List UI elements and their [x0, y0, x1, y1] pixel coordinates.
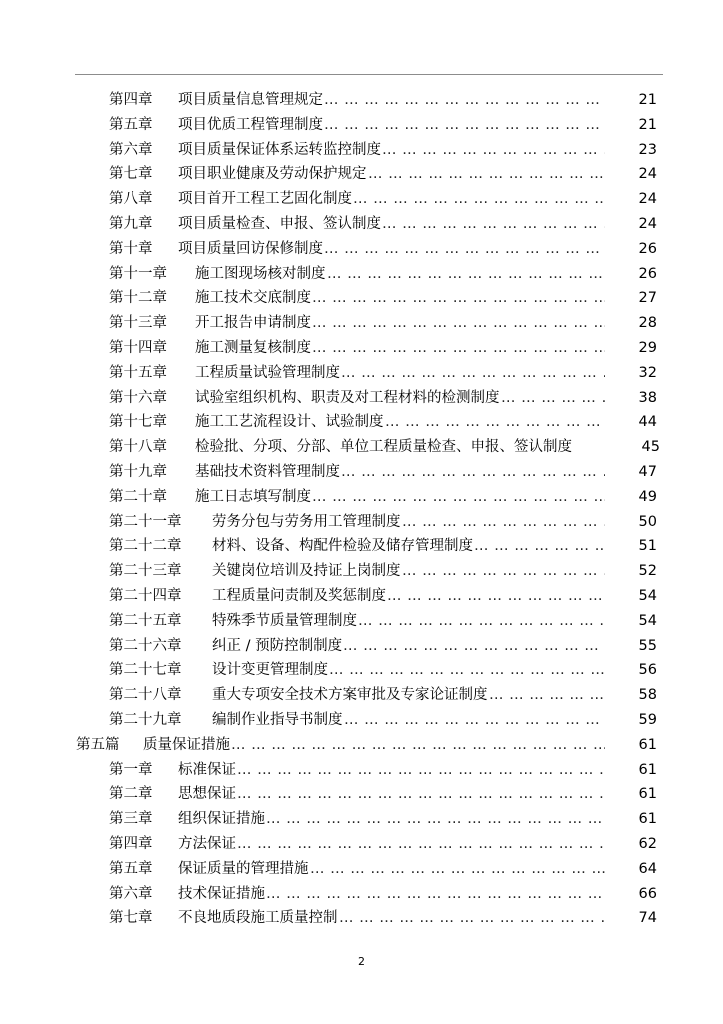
toc-entry — [0, 336, 723, 361]
toc-page-number: 21 — [638, 116, 657, 133]
toc-page-number: 55 — [638, 637, 657, 654]
toc-page-number: 23 — [638, 141, 657, 158]
toc-dot-leader — [341, 460, 605, 485]
toc-chapter-number: 第七章 — [109, 166, 153, 183]
toc-chapter-number: 第九章 — [109, 215, 153, 232]
toc-chapter-number: 第八章 — [109, 191, 153, 208]
toc-chapter-title: 标准保证 — [178, 761, 236, 778]
toc-chapter-title: 施工技术交底制度 — [195, 290, 311, 307]
toc-chapter-number: 第十五章 — [109, 364, 167, 381]
toc-page-number: 56 — [638, 662, 657, 679]
toc-chapter-title: 劳务分包与劳务用工管理制度 — [212, 513, 401, 530]
toc-page-number: 24 — [638, 166, 657, 183]
toc-chapter-number: 第十二章 — [109, 290, 167, 307]
toc-dot-leader — [339, 906, 605, 931]
toc-chapter-number: 第四章 — [109, 835, 153, 852]
toc-page-number: 61 — [638, 811, 657, 828]
toc-chapter-title: 施工日志填写制度 — [195, 488, 311, 505]
toc-page-number: 61 — [638, 786, 657, 803]
toc-chapter-number: 第十章 — [109, 240, 153, 257]
toc-chapter-number: 第二十章 — [109, 488, 167, 505]
toc-page-number: 26 — [638, 265, 657, 282]
toc-page-number: 54 — [638, 612, 657, 629]
toc-dot-leader — [324, 237, 605, 262]
toc-entry — [0, 410, 723, 435]
toc-chapter-number: 第四章 — [109, 92, 153, 108]
toc-page-number: 61 — [638, 736, 657, 753]
toc-chapter-title: 项目质量检查、申报、签认制度 — [178, 215, 381, 232]
toc-chapter-title: 纠正 / 预防控制制度 — [212, 637, 343, 654]
toc-page-number: 59 — [638, 711, 657, 728]
toc-entry — [0, 683, 723, 708]
toc-chapter-number: 第七章 — [109, 910, 153, 927]
toc-chapter-number: 第二十一章 — [109, 513, 182, 530]
toc-dot-leader — [382, 212, 605, 237]
toc-chapter-number: 第五章 — [109, 116, 153, 133]
toc-entry — [0, 386, 723, 411]
toc-entry — [0, 212, 723, 237]
toc-chapter-title: 特殊季节质量管理制度 — [212, 612, 357, 629]
toc-page-number: 54 — [638, 587, 657, 604]
toc-entry — [0, 286, 723, 311]
toc-entry — [0, 559, 723, 584]
toc-page-number: 45 — [641, 439, 660, 456]
toc-dot-leader — [312, 311, 605, 336]
toc-chapter-number: 第二十二章 — [109, 538, 182, 555]
toc-chapter-title: 施工图现场核对制度 — [195, 265, 326, 282]
toc-entry — [0, 906, 723, 931]
toc-dot-leader — [358, 609, 605, 634]
toc-dot-leader — [489, 683, 605, 708]
toc-chapter-title: 试验室组织机构、职责及对工程材料的检测制度 — [195, 389, 500, 406]
toc-dot-leader — [310, 857, 605, 882]
toc-page-number: 62 — [638, 835, 657, 852]
toc-dot-leader — [344, 708, 605, 733]
toc-dot-leader — [353, 187, 605, 212]
toc-page-number: 38 — [638, 389, 657, 406]
toc-chapter-number: 第十七章 — [109, 414, 167, 431]
toc-dot-leader — [387, 584, 605, 609]
toc-page-number: 61 — [638, 761, 657, 778]
toc-chapter-title: 项目首开工程工艺固化制度 — [178, 191, 352, 208]
toc-dot-leader — [231, 733, 605, 758]
toc-chapter-title: 不良地质段施工质量控制 — [178, 910, 338, 927]
toc-dot-leader — [402, 510, 605, 535]
toc-chapter-number: 第十三章 — [109, 315, 167, 332]
page-number: 2 — [358, 955, 365, 968]
toc-chapter-title: 组织保证措施 — [178, 811, 265, 828]
toc-chapter-title: 技术保证措施 — [178, 885, 265, 902]
toc-page-number: 32 — [638, 364, 657, 381]
toc-page-number: 28 — [638, 315, 657, 332]
toc-entry — [0, 88, 723, 113]
toc-dot-leader — [312, 336, 605, 361]
toc-chapter-number: 第六章 — [109, 885, 153, 902]
toc-dot-leader — [237, 832, 605, 857]
toc-chapter-number: 第二十六章 — [109, 637, 182, 654]
toc-entry — [0, 311, 723, 336]
toc-dot-leader — [312, 286, 605, 311]
toc-chapter-title: 质量保证措施 — [143, 736, 230, 753]
toc-chapter-title: 编制作业指导书制度 — [212, 711, 343, 728]
toc-chapter-title: 项目质量保证体系运转监控制度 — [178, 141, 381, 158]
toc-chapter-number: 第二章 — [109, 786, 153, 803]
toc-dot-leader — [324, 88, 605, 113]
toc-chapter-number: 第二十三章 — [109, 563, 182, 580]
toc-entry — [0, 510, 723, 535]
toc-chapter-number: 第三章 — [109, 811, 153, 828]
toc-dot-leader — [266, 807, 605, 832]
toc-chapter-title: 项目质量信息管理规定 — [178, 92, 323, 108]
toc-chapter-title: 项目质量回访保修制度 — [178, 240, 323, 257]
toc-entry — [0, 733, 723, 758]
toc-dot-leader — [341, 361, 605, 386]
toc-entry — [0, 162, 723, 187]
toc-dot-leader — [382, 138, 605, 163]
toc-entry — [0, 634, 723, 659]
toc-dot-leader — [324, 113, 605, 138]
toc-entry — [0, 658, 723, 683]
toc-chapter-title: 重大专项安全技术方案审批及专家论证制度 — [212, 687, 488, 704]
toc-dot-leader — [402, 559, 605, 584]
toc-dot-leader — [343, 634, 605, 659]
toc-entry — [0, 361, 723, 386]
toc-dot-leader — [312, 485, 605, 510]
toc-chapter-number: 第一章 — [109, 761, 153, 778]
toc-entry — [0, 534, 723, 559]
toc-page-number: 64 — [638, 860, 657, 877]
toc-page-number: 44 — [638, 414, 657, 431]
toc-chapter-title: 关键岗位培训及持证上岗制度 — [212, 563, 401, 580]
toc-page-number: 24 — [638, 191, 657, 208]
toc-entry — [0, 832, 723, 857]
toc-entry — [0, 262, 723, 287]
toc-chapter-number: 第十四章 — [109, 339, 167, 356]
toc-entry — [0, 882, 723, 907]
toc-chapter-number: 第十六章 — [109, 389, 167, 406]
toc-entry — [0, 807, 723, 832]
toc-page-number: 49 — [638, 488, 657, 505]
toc-chapter-title: 检验批、分项、分部、单位工程质量检查、申报、签认制度 — [195, 439, 572, 456]
toc-chapter-number: 第五篇 — [76, 736, 120, 753]
toc-chapter-title: 基础技术资料管理制度 — [195, 463, 340, 480]
toc-entry — [0, 460, 723, 485]
toc-page-number: 58 — [638, 687, 657, 704]
toc-dot-leader — [368, 162, 605, 187]
toc-chapter-number: 第二十七章 — [109, 662, 182, 679]
toc-page-number: 24 — [638, 215, 657, 232]
toc-dot-leader — [501, 386, 605, 411]
toc-chapter-number: 第二十四章 — [109, 587, 182, 604]
toc-entry — [0, 435, 723, 460]
toc-entry — [0, 584, 723, 609]
toc-entry — [0, 782, 723, 807]
toc-entry — [0, 857, 723, 882]
toc-dot-leader — [237, 758, 605, 783]
toc-dot-leader — [474, 534, 605, 559]
toc-page-number: 66 — [638, 885, 657, 902]
toc-chapter-title: 项目优质工程管理制度 — [178, 116, 323, 133]
toc-chapter-title: 保证质量的管理措施 — [178, 860, 309, 877]
toc-chapter-title: 施工工艺流程设计、试验制度 — [195, 414, 384, 431]
toc-chapter-title: 项目职业健康及劳动保护规定 — [178, 166, 367, 183]
toc-chapter-number: 第十一章 — [109, 265, 167, 282]
toc-entry — [0, 187, 723, 212]
toc-chapter-title: 设计变更管理制度 — [212, 662, 328, 679]
toc-chapter-number: 第十九章 — [109, 463, 167, 480]
header-rule — [75, 74, 663, 75]
toc-dot-leader — [329, 658, 605, 683]
toc-chapter-title: 思想保证 — [178, 786, 236, 803]
toc-entry — [0, 113, 723, 138]
toc-page-number: 47 — [638, 463, 657, 480]
toc-page-number: 26 — [638, 240, 657, 257]
toc-dot-leader — [266, 882, 605, 907]
toc-chapter-number: 第二十九章 — [109, 711, 182, 728]
toc-dot-leader — [327, 262, 605, 287]
toc-entry — [0, 485, 723, 510]
toc-chapter-number: 第二十五章 — [109, 612, 182, 629]
toc-chapter-number: 第六章 — [109, 141, 153, 158]
toc-chapter-number: 第二十八章 — [109, 687, 182, 704]
toc-entry — [0, 237, 723, 262]
toc-page-number: 74 — [638, 910, 657, 927]
toc-chapter-title: 工程质量试验管理制度 — [195, 364, 340, 381]
toc-page-number: 51 — [638, 538, 657, 555]
toc-chapter-number: 第五章 — [109, 860, 153, 877]
toc-chapter-title: 材料、设备、构配件检验及储存管理制度 — [212, 538, 473, 555]
toc-entry — [0, 708, 723, 733]
toc-entry — [0, 609, 723, 634]
toc-entry — [0, 758, 723, 783]
toc-page-number: 50 — [638, 513, 657, 530]
toc-dot-leader — [237, 782, 605, 807]
toc-entry — [0, 138, 723, 163]
toc-page-number: 29 — [638, 339, 657, 356]
toc-chapter-title: 开工报告申请制度 — [195, 315, 311, 332]
toc-chapter-title: 施工测量复核制度 — [195, 339, 311, 356]
toc-chapter-title: 工程质量问责制及奖惩制度 — [212, 587, 386, 604]
toc-page-number: 21 — [638, 92, 657, 108]
toc-page-number: 27 — [638, 290, 657, 307]
toc-chapter-number: 第十八章 — [109, 439, 167, 456]
toc-dot-leader — [385, 410, 605, 435]
toc-chapter-title: 方法保证 — [178, 835, 236, 852]
table-of-contents — [0, 88, 723, 931]
toc-page-number: 52 — [638, 563, 657, 580]
